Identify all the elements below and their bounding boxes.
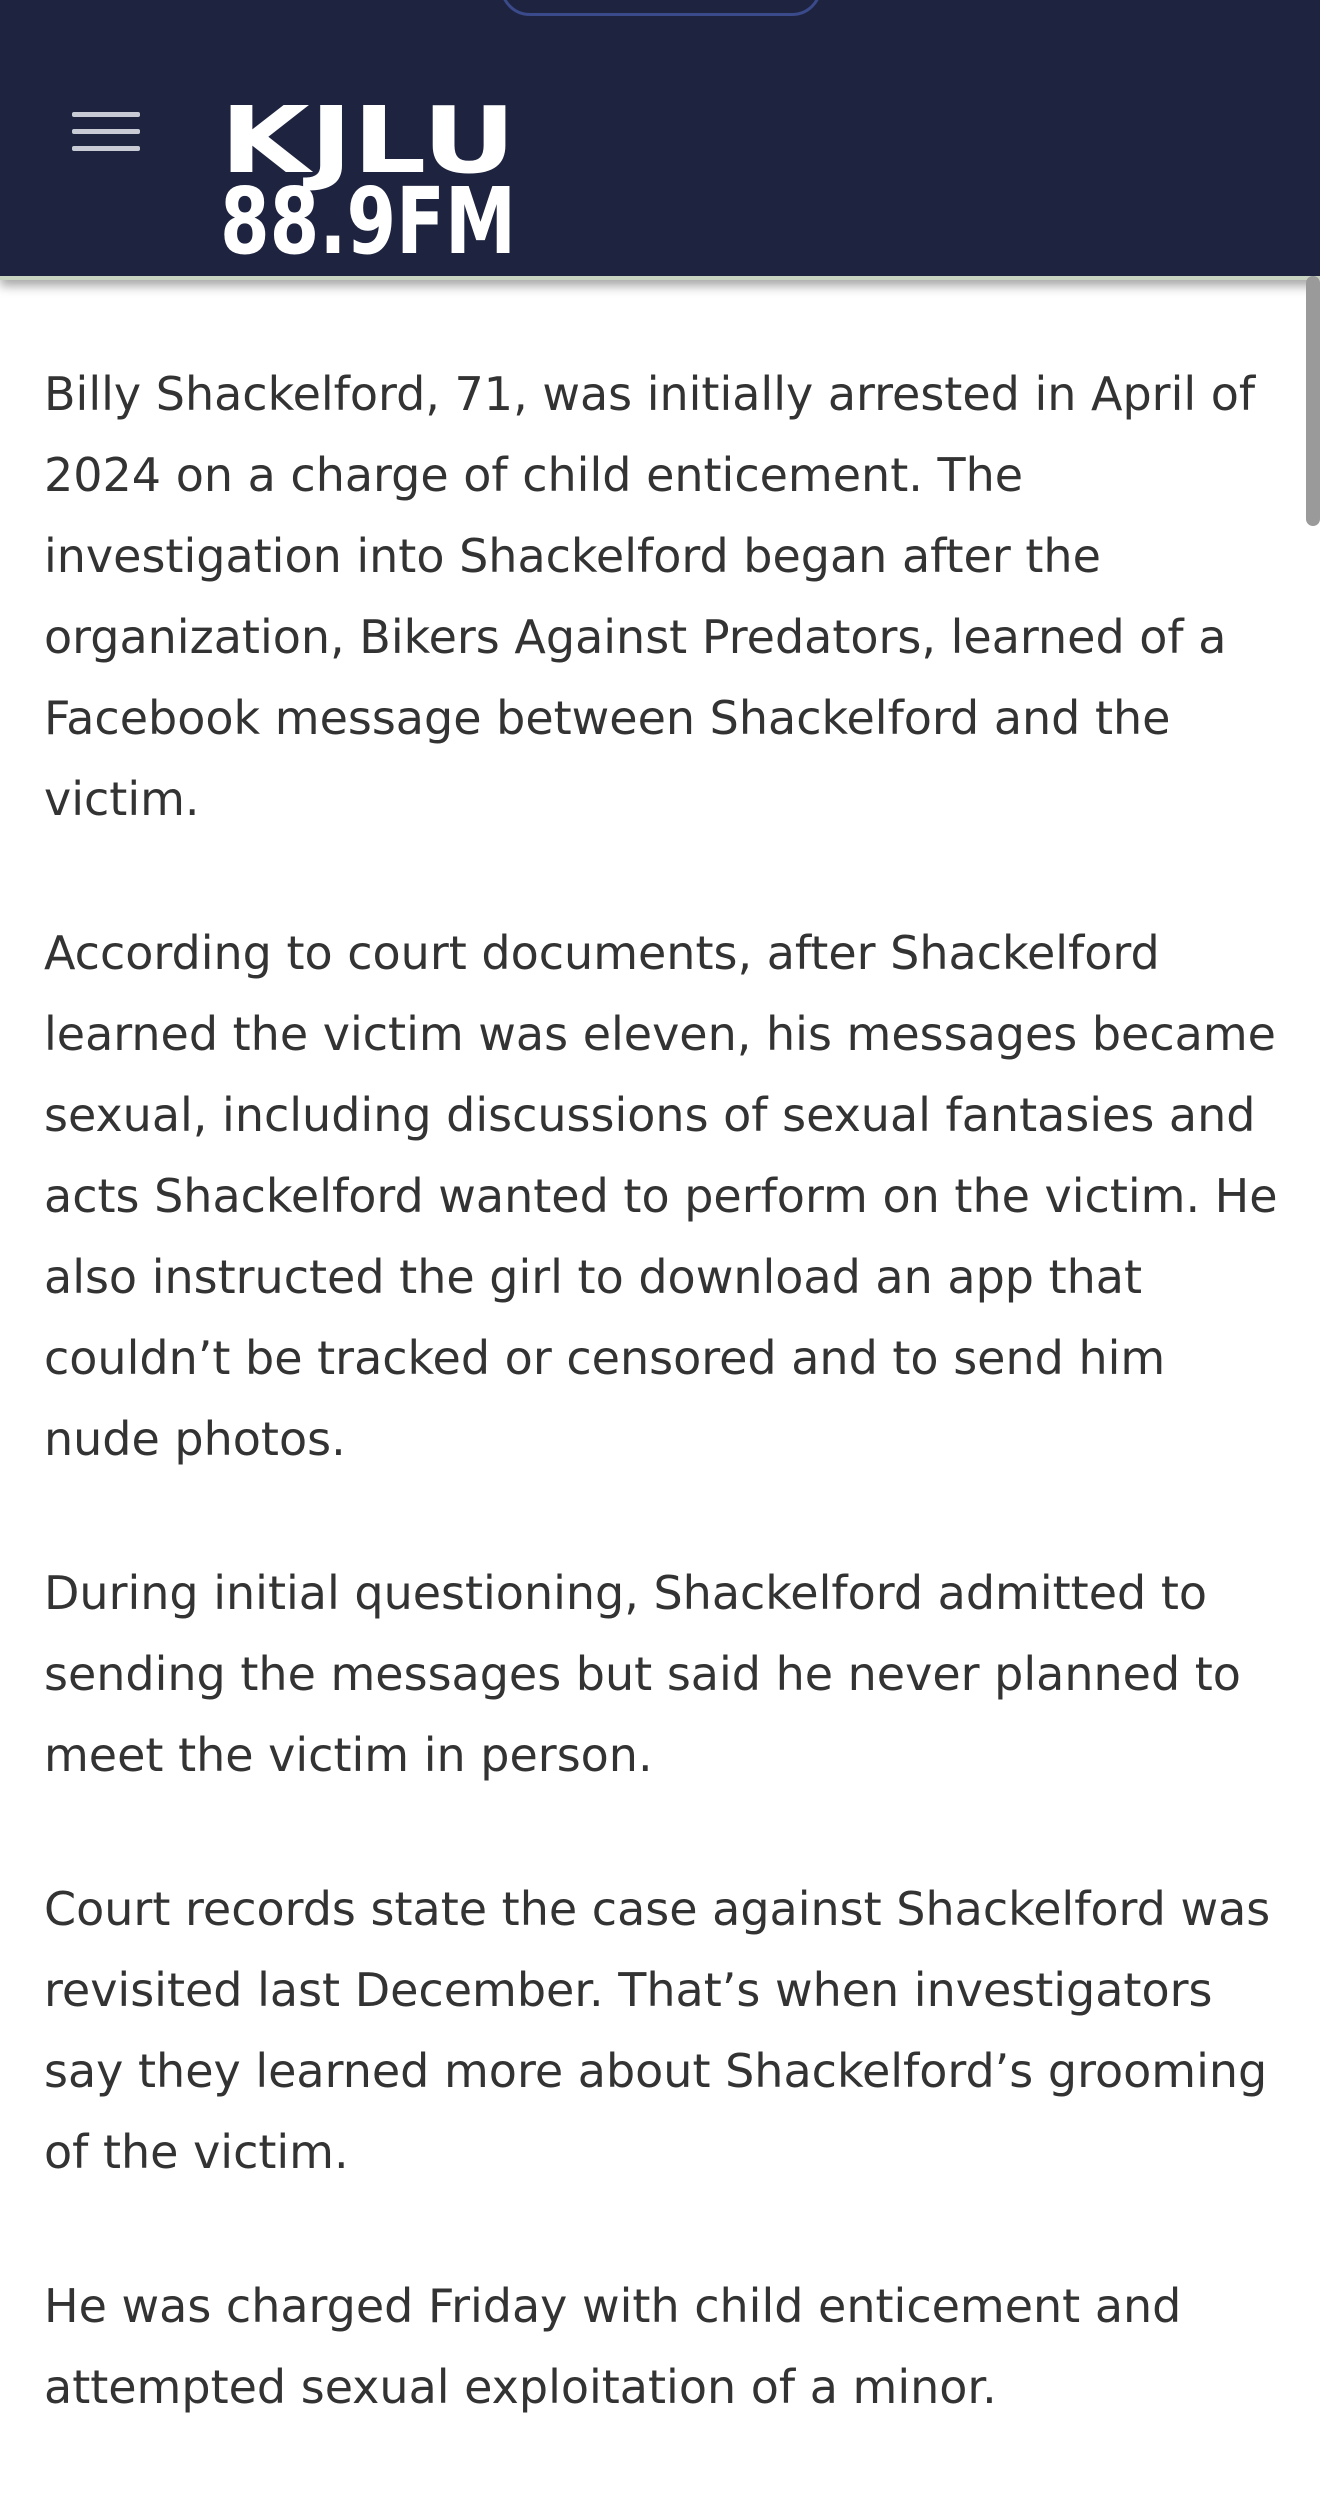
station-logo[interactable]: [220, 87, 520, 275]
article-paragraph: Court records state the case against Shackelford was revisited last December. That’s when investigators say they learned more about Shackelford’s grooming of the victim.: [44, 1882, 1271, 2179]
article-paragraph: During initial questioning, Shackelford admitted to sending the messages but said he never planned to meet the victim in person.: [44, 1566, 1241, 1782]
page-scrollbar[interactable]: [1306, 276, 1320, 526]
menu-icon-bar: [72, 129, 140, 134]
logo-line2: 88.9FM: [220, 168, 516, 275]
menu-icon[interactable]: [72, 108, 142, 158]
logo-line1: KJLU: [220, 87, 516, 194]
article-paragraph: According to court documents, after Shackelford learned the victim was eleven, his messages became sexual, including discussions of sexual fantasies and acts Shackelford wanted to perform on the victim. He also instructed the girl to download an app that couldn’t be tracked or censored and to send him nude photos.: [44, 926, 1278, 1466]
menu-icon-bar: [72, 146, 140, 151]
menu-icon-bar: [72, 112, 140, 117]
article-paragraph: Billy Shackelford, 71, was initially arrested in April of 2024 on a charge of child enticement. The investigation into Shackelford began after the organization, Bikers Against Predators, learned of a Facebook message between Shackelford and the victim.: [44, 367, 1256, 826]
top-pill-button[interactable]: [500, 0, 822, 16]
site-header: [0, 0, 1320, 280]
article-body: [44, 200, 1279, 2501]
article-paragraph: He was charged Friday with child enticement and attempted sexual exploitation of a minor.: [44, 2279, 1182, 2414]
